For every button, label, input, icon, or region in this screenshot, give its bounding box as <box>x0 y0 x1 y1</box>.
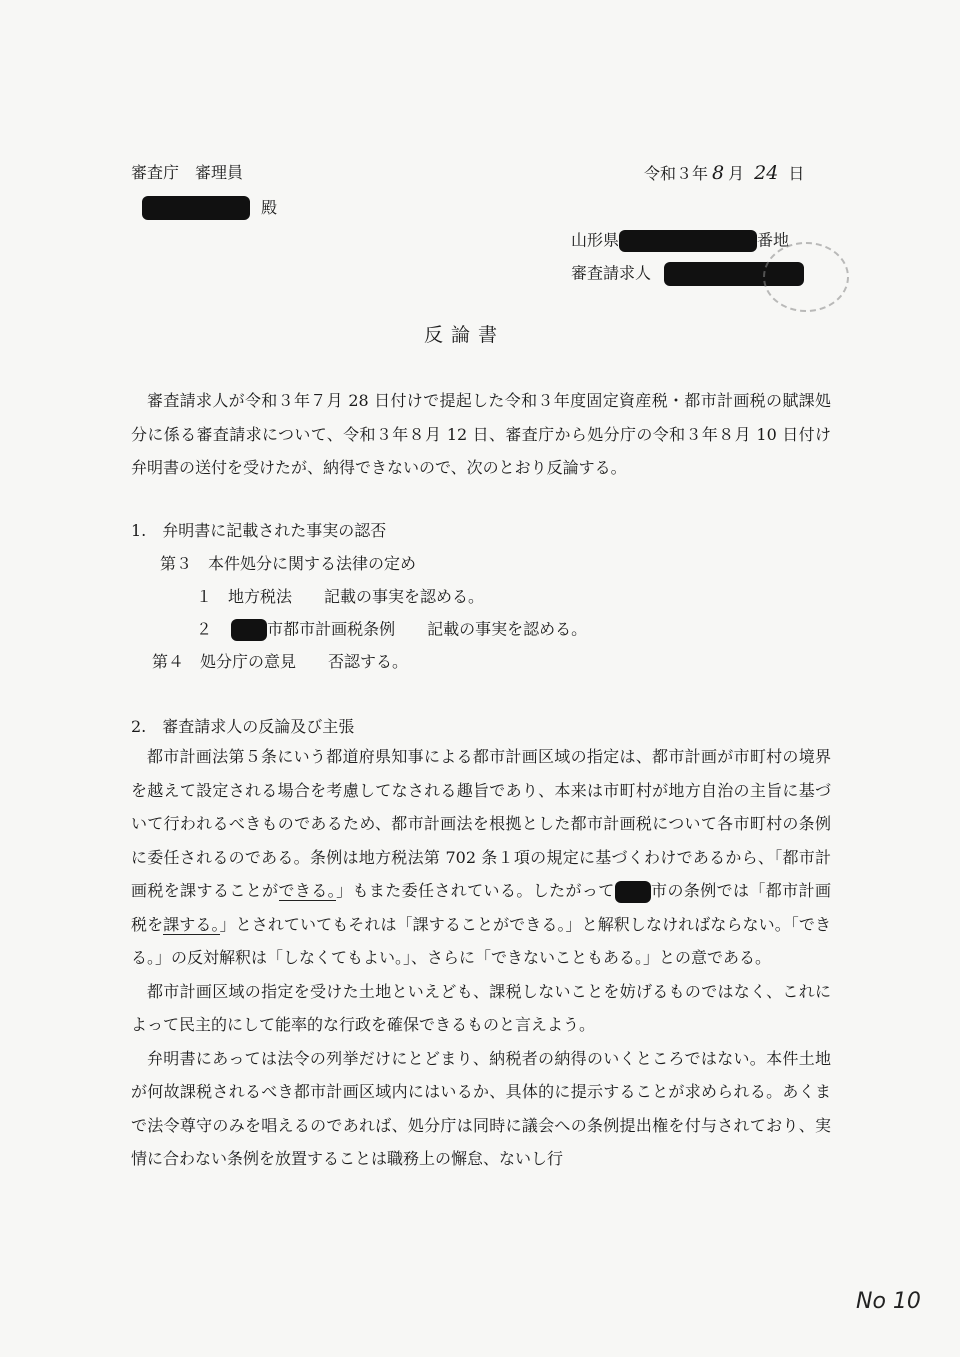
section2-body <box>131 740 831 1176</box>
section1-heading: 1. 弁明書に記載された事実の認否 <box>131 521 387 540</box>
item3-2-number: ２ <box>196 619 213 639</box>
intro-paragraph <box>131 384 831 485</box>
requester-label: 審査請求人 <box>571 263 652 283</box>
date-month-unit: 月 <box>728 164 745 183</box>
address-prefix: 山形県 <box>571 230 620 250</box>
section2-paragraph-3: 弁明書にあっては法令の列挙だけにとどまり、納税者の納得のいくところではない。本件土地が何故課税されるべき都市計画区域内にはいるか、具体的に提示することが求められる。あくまで法令尊守のみを唱えるのであれば、処分庁は同時に議会への条例提出権を付与されており、実情に合わない条例を放置することは職務上の懈怠、ないし行 <box>131 1048 831 1168</box>
section1-item3-1: １ 地方税法 記載の事実を認める。 <box>196 587 485 606</box>
underlined-dekiru: できる。 <box>278 881 337 900</box>
document-date <box>644 163 804 184</box>
underlined-kasuru: 課する。 <box>163 914 220 934</box>
recipient-line <box>142 196 277 220</box>
recipient-honorific: 殿 <box>261 197 278 217</box>
requester-address <box>571 230 789 252</box>
section2-paragraph-2: 都市計画区域の指定を受けた土地といえども、課税しないことを妨げるものではなく、これによって民主的にして能率的な行政を確保できるものと言えよう。 <box>131 981 831 1034</box>
seal-stamp <box>763 242 849 312</box>
section2-paragraph-1: 都市計画法第５条にいう都道府県知事による都市計画区域の指定は、都市計画が市町村の境界を越えて設定される場合を考慮してなされる趣旨であり、本来は市町村が地方自治の主旨に基づいて行われるべきものであるため、都市計画法を根拠とした都市計画税について各市町村の条例に委任されるのである。条例は地方税法第 702 条１項の規定に基づくわけであるから、「都市計画税を課することができる。」もまた委任されている。したがって 市の条例では「都市計画税を課する。」とされていてもそれは「課することができる。」と解釈しなければならない。「できる。」の反対解釈は「しなくてもよい。」、さらに「できないこともある。」との意である。 <box>131 747 831 967</box>
date-day-unit: 日 <box>788 164 805 183</box>
document-title: 反論書 <box>424 324 506 346</box>
page-number: No 10 <box>856 1289 921 1314</box>
section1-item3: 第３ 本件処分に関する法律の定め <box>160 554 417 573</box>
redacted-address <box>619 230 757 252</box>
date-prefix: 令和３年 <box>644 164 709 183</box>
intro-text: 審査請求人が令和３年７月 28 日付けで提起した令和３年度固定資産税・都市計画税の賦課処分に係る審査請求について、令和３年８月 12 日、審査庁から処分庁の令和３年８月 10 日付け弁明書の送付を受けたが、納得できないので、次のとおり反論する。 <box>131 391 831 477</box>
redacted-city-name <box>231 619 267 641</box>
address-suffix: 番地 <box>757 230 790 250</box>
section1-item3-2 <box>196 619 587 641</box>
section2-heading: 2. 審査請求人の反論及び主張 <box>131 717 355 736</box>
recipient-org: 審査庁 審理員 <box>131 163 244 182</box>
date-day: 24 <box>754 162 779 184</box>
section1-item4: 第４ 処分庁の意見 否認する。 <box>152 652 409 671</box>
redacted-city-name-2 <box>615 881 651 903</box>
redacted-recipient-name <box>142 196 250 220</box>
item3-2-text: 市都市計画税条例 記載の事実を認める。 <box>267 619 588 639</box>
date-month: 8 <box>712 162 725 184</box>
